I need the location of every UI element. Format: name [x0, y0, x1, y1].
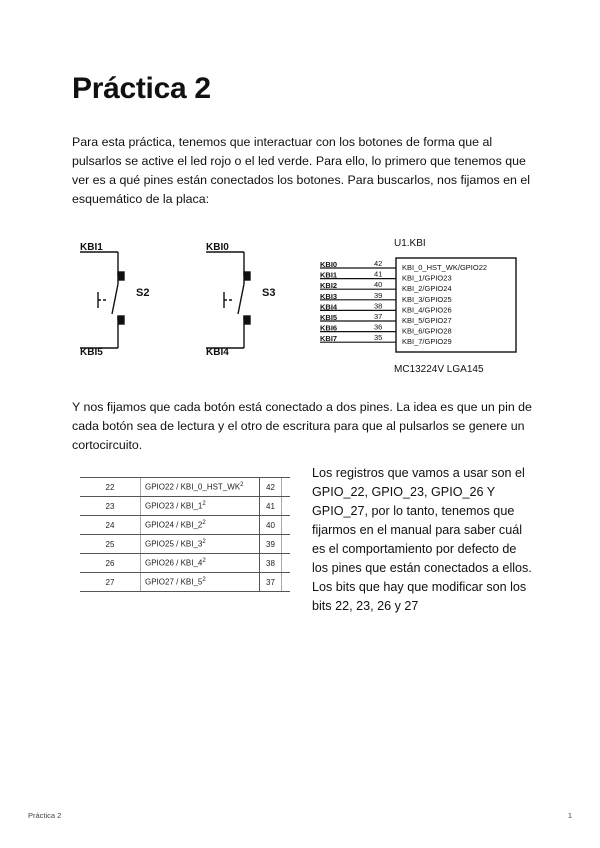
switch-s2	[80, 242, 149, 358]
signal-name: GPIO22 / $KBI\_0\_HST\_WK^2$	[141, 478, 260, 497]
switch-s3	[206, 242, 275, 358]
gpio-table	[80, 477, 290, 592]
pin-number: 38	[260, 554, 282, 573]
connection-paragraph: Y nos fijamos que cada botón está conectado a dos pines. La idea es que un pin de cada botón sea de lectura y el otro de escritura para que al pulsarlos se genere un cortocircuito.	[72, 400, 532, 452]
chip-pin-net: KBI3	[320, 291, 338, 301]
pin-number: 39	[260, 535, 282, 554]
register-number: 24	[80, 516, 141, 535]
chip-pin-function: KBI_1/GPIO23	[402, 273, 452, 283]
table-spacer	[282, 535, 291, 554]
chip-pin-number: 41	[374, 269, 383, 279]
chip-pin-net: KBI0	[320, 260, 338, 269]
register-number: 26	[80, 554, 141, 573]
register-number: 25	[80, 535, 141, 554]
chip-pin-number: 38	[374, 301, 383, 311]
footer-title: Práctica 2	[28, 811, 62, 820]
register-number: 23	[80, 497, 141, 516]
table-row	[80, 516, 290, 535]
table-row	[80, 573, 290, 592]
pin-number: 37	[260, 573, 282, 592]
table-spacer	[282, 497, 291, 516]
chip-designator: U1.KBI	[394, 238, 426, 249]
intro-paragraph: Para esta práctica, tenemos que interactuar con los botones de forma que al pulsarlos se active el led rojo o el led verde. Para ello, lo primero que tenemos que ver es a qué pines están conectados los botones. Para buscarlos, nos fijamos en el esquemático de la placa:	[72, 135, 531, 206]
chip-pin-net: KBI5	[320, 313, 338, 322]
pin-number: 42	[260, 478, 282, 497]
signal-name: GPIO26 / $KBI\_4^2$	[141, 554, 260, 573]
signal-name: GPIO23 / $KBI\_1^2$	[141, 497, 260, 516]
table-spacer	[282, 516, 291, 535]
chip-pin-function: KBI_2/GPIO24	[402, 284, 452, 294]
signal-name: GPIO24 / $KBI\_2^2$	[141, 516, 260, 535]
page-title: Práctica 2	[72, 72, 211, 105]
s2-top-net: KBI1	[80, 242, 103, 253]
register-number: 27	[80, 573, 141, 592]
table-row	[80, 554, 290, 573]
table-row	[80, 535, 290, 554]
registers-paragraph: Los registros que vamos a usar son el GPIO_22, GPIO_23, GPIO_26 Y GPIO_27, por lo tanto, tenemos que fijarmos en el manual para saber cuál es el comportamiento por defecto de los pines que están conectados a ellos. Los bits que hay que modificar son los bits 22, 23, 26 y 27	[312, 466, 532, 613]
buttons-schematic	[72, 228, 528, 376]
pin-number: 40	[260, 516, 282, 535]
chip-pin-number: 42	[374, 259, 383, 268]
pin-number: 41	[260, 497, 282, 516]
chip-pin-net: KBI4	[320, 302, 338, 312]
s3-top-net: KBI0	[206, 242, 229, 253]
s2-bottom-net: KBI5	[80, 347, 103, 358]
chip-pin-net: KBI6	[320, 323, 338, 333]
register-number: 22	[80, 478, 141, 497]
table-spacer	[282, 554, 291, 573]
chip-pin-function: KBI_5/GPIO27	[402, 316, 452, 325]
chip-pin-number: 36	[374, 322, 383, 332]
table-row	[80, 478, 290, 497]
chip-pin-function: KBI_3/GPIO25	[402, 294, 452, 304]
table-spacer	[282, 573, 291, 592]
chip-pin-function: KBI_0_HST_WK/GPIO22	[402, 263, 488, 272]
s3-bottom-net: KBI4	[206, 347, 229, 358]
chip-pin-net: KBI7	[320, 334, 338, 344]
s2-label: S2	[136, 287, 150, 299]
chip-u1-kbi	[320, 238, 516, 375]
signal-name: GPIO27 / $KBI\_5^2$	[141, 573, 260, 592]
chip-pin-function: KBI_4/GPIO26	[402, 305, 452, 315]
chip-pin-function: KBI_6/GPIO28	[402, 326, 452, 336]
chip-pin-function: KBI_7/GPIO29	[402, 337, 452, 347]
s3-label: S3	[262, 287, 276, 299]
chip-pin-net: KBI2	[320, 281, 338, 291]
chip-part: MC13224V LGA145	[394, 364, 484, 375]
chip-pin	[320, 259, 487, 272]
chip-pin-net: KBI1	[320, 270, 338, 280]
table-spacer	[282, 478, 291, 497]
chip-pin-number: 39	[374, 290, 383, 300]
page-number: 1	[567, 811, 572, 820]
chip-pin-number: 35	[374, 333, 383, 343]
chip-pin-number: 40	[374, 280, 383, 290]
signal-name: GPIO25 / $KBI\_3^2$	[141, 535, 260, 554]
chip-pin-number: 37	[374, 312, 383, 321]
table-row	[80, 497, 290, 516]
